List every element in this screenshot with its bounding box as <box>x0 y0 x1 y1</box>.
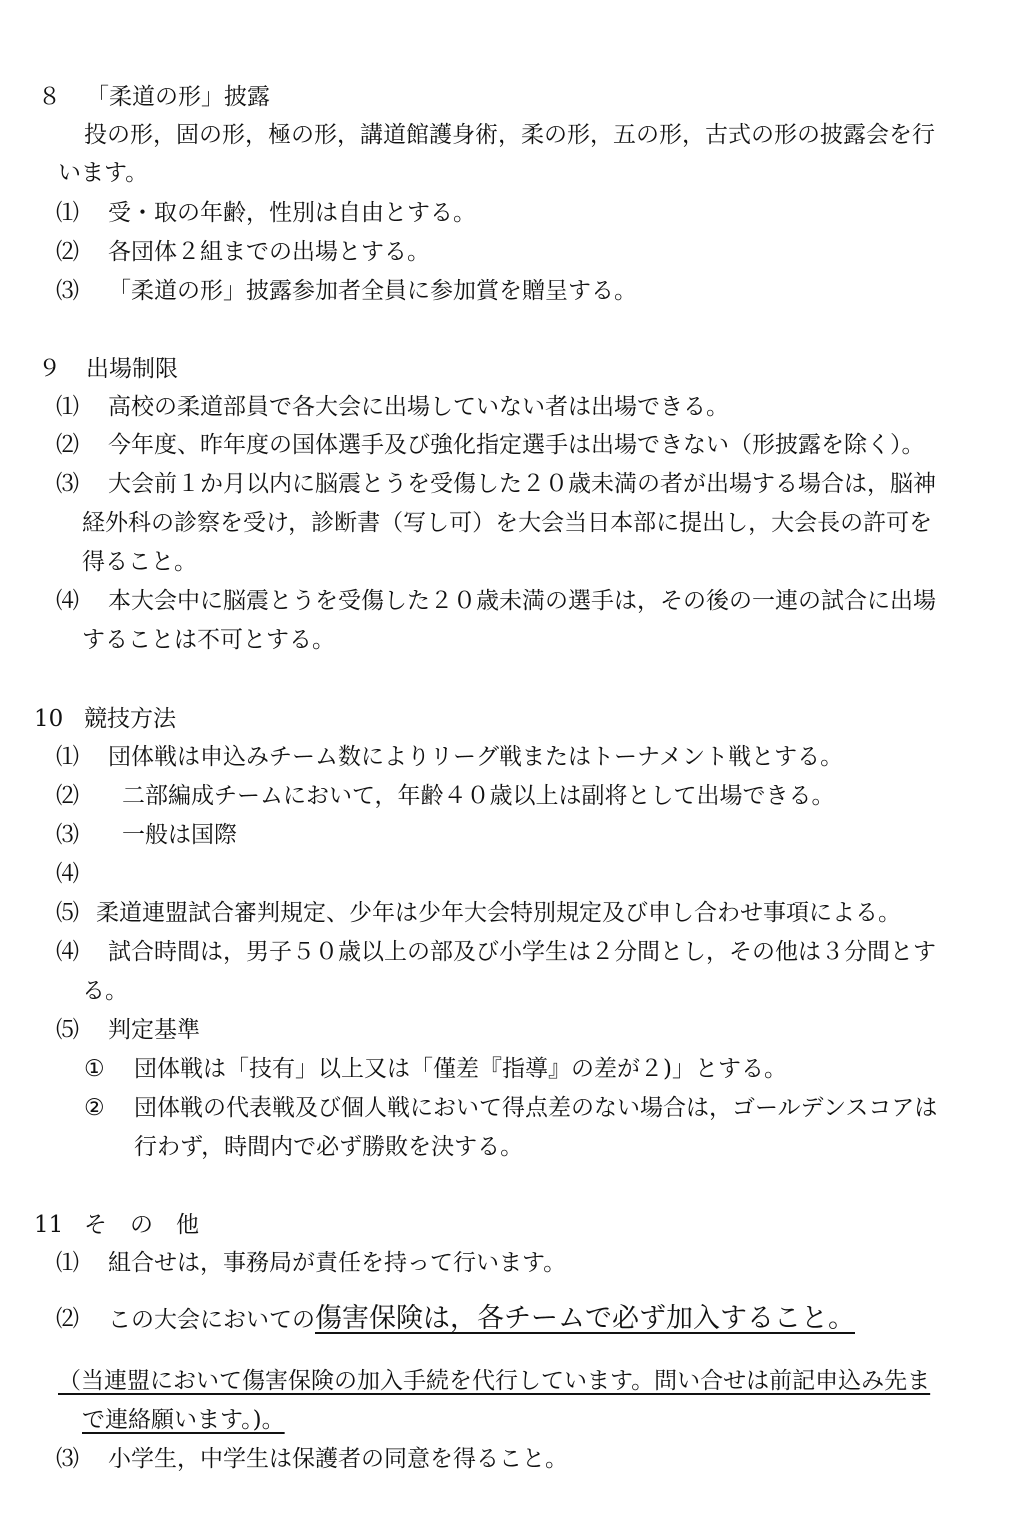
item-text: 団体戦は申込みチーム数によりリーグ戦またはトーナメント戦とする。 <box>108 744 844 770</box>
section-title: そ の 他 <box>84 1212 199 1238</box>
item-number: ⑶ <box>56 822 79 848</box>
item-text <box>108 1300 855 1339</box>
sub-item-number: ① <box>84 1056 105 1082</box>
item-continuation: 経外科の診察を受け，診断書（写し可）を大会当日本部に提出し，大会長の許可を <box>82 510 933 536</box>
item-text-plain: この大会においての <box>108 1307 315 1333</box>
item-text: 小学生，中学生は保護者の同意を得ること。 <box>108 1446 568 1472</box>
item-number: ⑶ <box>56 278 79 304</box>
item-continuation: することは不可とする。 <box>82 627 335 653</box>
item-number: ⑵ <box>56 239 79 265</box>
item-text: 組合せは，事務局が責任を持って行います。 <box>108 1250 567 1276</box>
section-number: 10 <box>34 706 64 732</box>
item-number: ⑴ <box>56 744 79 770</box>
item-continuation: 得ること。 <box>82 549 197 575</box>
item-number: ⑷ <box>56 588 79 614</box>
item-text: 二部編成チームにおいて，年齢４０歳以上は副将として出場できる。 <box>122 783 835 809</box>
item-text: 大会前１か月以内に脳震とうを受傷した２０歳未満の者が出場する場合は，脳神 <box>108 471 936 497</box>
item-number: ⑶ <box>56 1446 79 1472</box>
item-text: 一般は国際 <box>122 822 237 848</box>
item-number: ⑸ <box>56 1017 79 1043</box>
section-number: ８ <box>38 84 61 110</box>
section-number: ９ <box>38 356 61 382</box>
item-number: ⑷ <box>56 861 79 887</box>
item-number: ⑴ <box>56 1250 79 1276</box>
insurance-note-line-2: で連絡願います。)。 <box>82 1407 285 1433</box>
sub-item-text: 団体戦は「技有」以上又は「僅差『指導』の差が２)」とする。 <box>134 1056 787 1082</box>
item-number: ⑸ <box>56 900 79 926</box>
section-number: 11 <box>34 1212 64 1238</box>
item-text: 試合時間は，男子５０歳以上の部及び小学生は２分間とし，その他は３分間とす <box>108 939 936 965</box>
item-continuation: る。 <box>82 978 128 1004</box>
sub-item-text: 団体戦の代表戦及び個人戦において得点差のない場合は，ゴールデンスコアは <box>134 1095 938 1121</box>
item-text: 柔道連盟試合審判規定、少年は少年大会特別規定及び申し合わせ事項による。 <box>96 900 901 926</box>
item-number: ⑵ <box>56 783 79 809</box>
section-title: 競技方法 <box>84 706 176 732</box>
item-text: 受・取の年齢，性別は自由とする。 <box>108 200 476 226</box>
item-text: 今年度、昨年度の国体選手及び強化指定選手は出場できない（形披露を除く）。 <box>108 432 925 458</box>
section-title: 出場制限 <box>86 356 178 382</box>
sub-item-continuation: 行わず，時間内で必ず勝敗を決する。 <box>134 1134 524 1160</box>
section-title: 「柔道の形」披露 <box>86 84 270 110</box>
item-number: ⑶ <box>56 471 79 497</box>
insurance-note-line-1: （当連盟において傷害保険の加入手続を代行しています。問い合せは前記申込み先ま <box>58 1368 931 1394</box>
item-number: ⑵ <box>56 1306 79 1332</box>
item-number: ⑵ <box>56 432 79 458</box>
item-text: 判定基準 <box>108 1017 200 1043</box>
item-text: 各団体２組までの出場とする。 <box>108 239 430 265</box>
item-number: ⑷ <box>56 939 79 965</box>
item-number: ⑴ <box>56 200 79 226</box>
item-text: 本大会中に脳震とうを受傷した２０歳未満の選手は，その後の一連の試合に出場 <box>108 588 936 614</box>
item-text: 「柔道の形」披露参加者全員に参加賞を贈呈する。 <box>108 278 637 304</box>
item-number: ⑴ <box>56 394 79 420</box>
section-8-intro-line-1: 投の形，固の形，極の形，講道館護身術，柔の形，五の形，古式の形の披露会を行 <box>84 122 935 148</box>
sub-item-number: ② <box>84 1095 105 1121</box>
item-text: 高校の柔道部員で各大会に出場していない者は出場できる。 <box>108 394 729 420</box>
section-8-intro-line-2: います。 <box>58 160 149 186</box>
insurance-emphasis: 傷害保険は，各チームで必ず加入すること。 <box>315 1303 855 1334</box>
